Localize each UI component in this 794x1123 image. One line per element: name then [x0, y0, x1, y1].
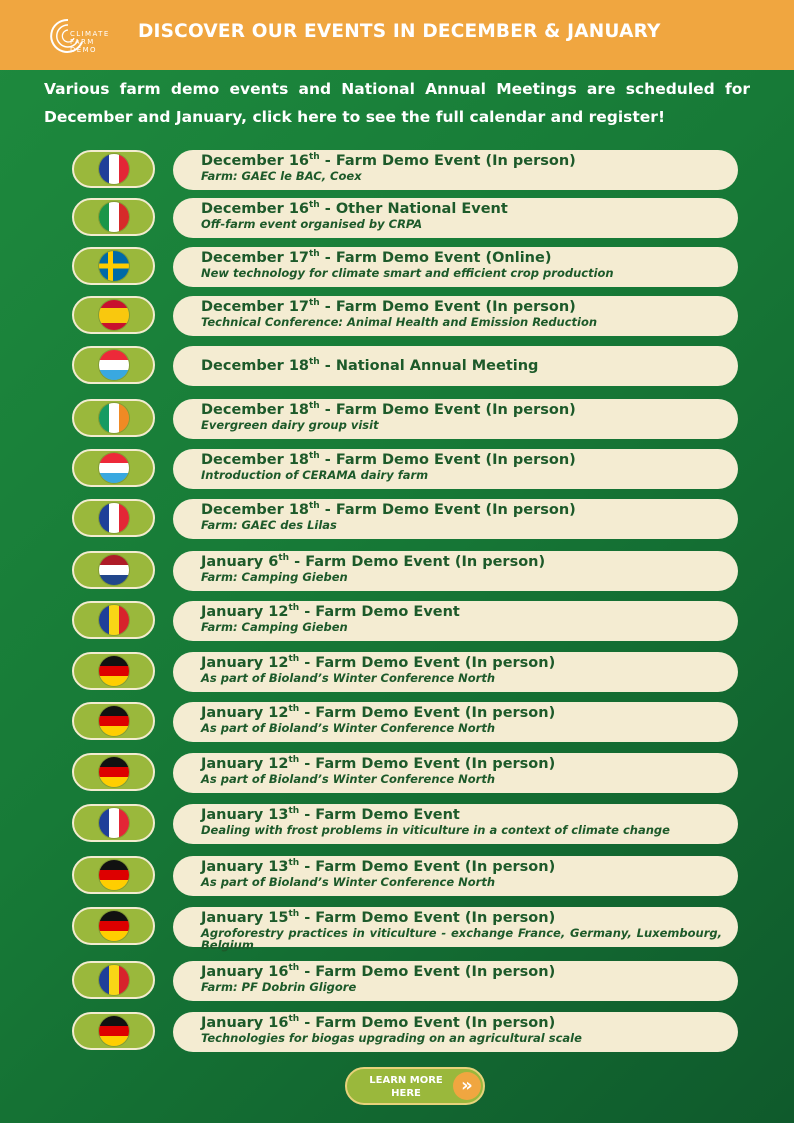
- header-banner: [0, 0, 794, 70]
- event-date: January 12: [201, 756, 289, 772]
- date-suffix: th: [309, 200, 320, 211]
- event-type: - National Annual Meeting: [319, 358, 539, 374]
- event-subtitle: As part of Bioland’s Winter Conference North: [201, 772, 496, 786]
- flag-badge: [72, 652, 155, 690]
- event-title: [201, 604, 722, 621]
- event-row[interactable]: [0, 753, 794, 795]
- event-card[interactable]: [173, 296, 738, 336]
- event-card[interactable]: [173, 601, 738, 641]
- event-card[interactable]: [173, 198, 738, 238]
- logo-line: CLIMATE: [70, 30, 110, 38]
- event-row[interactable]: [0, 804, 794, 846]
- flag-badge: [72, 804, 155, 842]
- event-type: - Farm Demo Event (In person): [289, 554, 546, 570]
- event-title: [201, 452, 722, 469]
- flag-badge: [72, 346, 155, 384]
- event-title: [201, 655, 722, 672]
- event-card[interactable]: [173, 499, 738, 539]
- flag-badge: [72, 551, 155, 589]
- germany-flag-icon: [99, 911, 129, 941]
- flag-badge: [72, 150, 155, 188]
- netherlands-flag-icon: [99, 555, 129, 585]
- event-subtitle: Agroforestry practices in viticulture - exchange France, Germany, Luxembourg, Belgium: [201, 926, 722, 952]
- flag-badge: [72, 601, 155, 639]
- date-suffix: th: [309, 357, 320, 368]
- event-title: [201, 250, 722, 267]
- event-title: [201, 554, 722, 571]
- event-card[interactable]: [173, 804, 738, 844]
- event-title: [201, 807, 722, 824]
- learn-more-button[interactable]: [345, 1067, 485, 1105]
- romania-flag-icon: [99, 605, 129, 635]
- event-subtitle: Technical Conference: Animal Health and Emission Reduction: [201, 315, 598, 329]
- event-date: December 17: [201, 250, 309, 266]
- flag-badge: [72, 499, 155, 537]
- event-date: December 18: [201, 502, 309, 518]
- flag-badge: [72, 198, 155, 236]
- event-type: - Farm Demo Event (In person): [299, 705, 556, 721]
- event-type: - Farm Demo Event: [299, 604, 460, 620]
- date-suffix: th: [288, 603, 300, 614]
- event-title: [201, 705, 722, 722]
- event-row[interactable]: [0, 961, 794, 1003]
- event-card[interactable]: [173, 247, 738, 287]
- event-row[interactable]: [0, 499, 794, 541]
- event-card[interactable]: [173, 150, 738, 190]
- event-title: [201, 299, 722, 316]
- event-row[interactable]: [0, 399, 794, 441]
- event-date: January 13: [201, 859, 289, 875]
- event-subtitle: Farm: GAEC des Lilas: [201, 518, 337, 532]
- event-title: [201, 756, 722, 773]
- flag-badge: [72, 399, 155, 437]
- event-type: - Farm Demo Event (Online): [319, 250, 552, 266]
- event-title: [201, 964, 722, 981]
- date-suffix: th: [288, 963, 300, 974]
- flag-badge: [72, 247, 155, 285]
- event-card[interactable]: [173, 753, 738, 793]
- event-subtitle: As part of Bioland’s Winter Conference North: [201, 721, 496, 735]
- sweden-flag-icon: [99, 251, 129, 281]
- flag-badge: [72, 449, 155, 487]
- event-row[interactable]: [0, 601, 794, 643]
- flag-badge: [72, 753, 155, 791]
- event-subtitle: Introduction of CERAMA dairy farm: [201, 468, 429, 482]
- event-subtitle: Farm: Camping Gieben: [201, 570, 348, 584]
- date-suffix: th: [309, 249, 320, 260]
- date-suffix: th: [309, 152, 320, 163]
- event-date: January 13: [201, 807, 289, 823]
- intro-text[interactable]: Various farm demo events and National Annual Meetings are scheduled for December and January, click here to see the full calendar and register!: [44, 80, 750, 126]
- event-date: December 18: [201, 358, 309, 374]
- event-card[interactable]: [173, 1012, 738, 1052]
- event-date: January 16: [201, 964, 289, 980]
- date-suffix: th: [288, 858, 300, 869]
- event-title: [201, 402, 722, 419]
- climate-farm-demo-logo: [48, 16, 118, 56]
- event-type: - Farm Demo Event (In person): [299, 910, 556, 926]
- event-subtitle: Farm: PF Dobrin Gligore: [201, 980, 357, 994]
- event-date: December 17: [201, 299, 309, 315]
- event-title: [201, 502, 722, 519]
- event-title: [201, 153, 722, 170]
- event-row[interactable]: [0, 346, 794, 388]
- event-type: - Farm Demo Event (In person): [299, 964, 556, 980]
- event-date: December 16: [201, 201, 309, 217]
- event-row[interactable]: [0, 449, 794, 491]
- event-title: [201, 859, 722, 876]
- france-flag-icon: [99, 503, 129, 533]
- event-date: December 18: [201, 452, 309, 468]
- event-date: December 16: [201, 153, 309, 169]
- event-subtitle: Farm: Camping Gieben: [201, 620, 348, 634]
- event-date: December 18: [201, 402, 309, 418]
- event-type: - Other National Event: [319, 201, 508, 217]
- flag-badge: [72, 1012, 155, 1050]
- event-row[interactable]: [0, 296, 794, 338]
- event-row[interactable]: [0, 1012, 794, 1054]
- flag-badge: [72, 702, 155, 740]
- event-date: January 15: [201, 910, 289, 926]
- event-subtitle: Dealing with frost problems in viticulture in a context of climate change: [201, 823, 670, 837]
- logo-line: DEMO: [70, 46, 97, 54]
- date-suffix: th: [288, 909, 300, 920]
- logo-line: FARM: [70, 38, 95, 46]
- event-date: January 12: [201, 655, 289, 671]
- event-title: [201, 349, 722, 383]
- spain-flag-icon: [99, 300, 129, 330]
- italy-flag-icon: [99, 202, 129, 232]
- germany-flag-icon: [99, 757, 129, 787]
- date-suffix: th: [288, 755, 300, 766]
- event-type: - Farm Demo Event: [299, 807, 460, 823]
- germany-flag-icon: [99, 706, 129, 736]
- event-card[interactable]: [173, 856, 738, 896]
- learn-more-label: LEARN MORE HERE: [369, 1075, 443, 1099]
- event-subtitle: As part of Bioland’s Winter Conference North: [201, 875, 496, 889]
- date-suffix: th: [288, 806, 300, 817]
- event-card[interactable]: [173, 399, 738, 439]
- page-title: DISCOVER OUR EVENTS IN DECEMBER & JANUARY: [138, 21, 661, 42]
- date-suffix: th: [288, 654, 300, 665]
- event-card[interactable]: [173, 907, 738, 952]
- date-suffix: th: [309, 501, 320, 512]
- event-type: - Farm Demo Event (In person): [299, 859, 556, 875]
- date-suffix: th: [309, 401, 320, 412]
- event-subtitle: Farm: GAEC le BAC, Coex: [201, 169, 362, 183]
- france-flag-icon: [99, 808, 129, 838]
- event-row[interactable]: [0, 198, 794, 240]
- event-type: - Farm Demo Event (In person): [299, 655, 556, 671]
- event-row[interactable]: [0, 702, 794, 744]
- event-card[interactable]: [173, 961, 738, 1001]
- date-suffix: th: [288, 1014, 300, 1025]
- event-row[interactable]: [0, 856, 794, 898]
- germany-flag-icon: [99, 1016, 129, 1046]
- event-row[interactable]: [0, 247, 794, 289]
- germany-flag-icon: [99, 656, 129, 686]
- flag-badge: [72, 856, 155, 894]
- germany-flag-icon: [99, 860, 129, 890]
- date-suffix: th: [309, 451, 320, 462]
- event-card[interactable]: [173, 702, 738, 742]
- event-date: January 6: [201, 554, 279, 570]
- ireland-flag-icon: [99, 403, 129, 433]
- event-subtitle: Off-farm event organised by CRPA: [201, 217, 423, 231]
- event-row[interactable]: [0, 551, 794, 593]
- event-subtitle: Evergreen dairy group visit: [201, 418, 379, 432]
- event-row[interactable]: [0, 150, 794, 192]
- event-type: - Farm Demo Event (In person): [319, 402, 576, 418]
- luxembourg-flag-icon: [99, 350, 129, 380]
- event-row[interactable]: [0, 652, 794, 694]
- event-type: - Farm Demo Event (In person): [319, 299, 576, 315]
- event-card[interactable]: [173, 551, 738, 591]
- event-subtitle: As part of Bioland’s Winter Conference North: [201, 671, 496, 685]
- event-title: [201, 910, 722, 927]
- event-date: January 12: [201, 604, 289, 620]
- event-type: - Farm Demo Event (In person): [319, 452, 576, 468]
- event-subtitle: Technologies for biogas upgrading on an agricultural scale: [201, 1031, 582, 1045]
- event-row[interactable]: [0, 907, 794, 952]
- logo-wordmark: [70, 30, 110, 54]
- luxembourg-flag-icon: [99, 453, 129, 483]
- event-date: January 12: [201, 705, 289, 721]
- event-card[interactable]: [173, 346, 738, 386]
- event-type: - Farm Demo Event (In person): [319, 153, 576, 169]
- france-flag-icon: [99, 154, 129, 184]
- event-date: January 16: [201, 1015, 289, 1031]
- date-suffix: th: [309, 298, 320, 309]
- event-type: - Farm Demo Event (In person): [299, 1015, 556, 1031]
- event-type: - Farm Demo Event (In person): [319, 502, 576, 518]
- event-subtitle: New technology for climate smart and efficient crop production: [201, 266, 614, 280]
- date-suffix: th: [288, 704, 300, 715]
- event-card[interactable]: [173, 652, 738, 692]
- date-suffix: th: [278, 553, 290, 564]
- flag-badge: [72, 961, 155, 999]
- flag-badge: [72, 296, 155, 334]
- flag-badge: [72, 907, 155, 945]
- double-chevron-right-icon: »: [453, 1072, 481, 1100]
- event-title: [201, 1015, 722, 1032]
- romania-flag-icon: [99, 965, 129, 995]
- event-card[interactable]: [173, 449, 738, 489]
- event-title: [201, 201, 722, 218]
- event-type: - Farm Demo Event (In person): [299, 756, 556, 772]
